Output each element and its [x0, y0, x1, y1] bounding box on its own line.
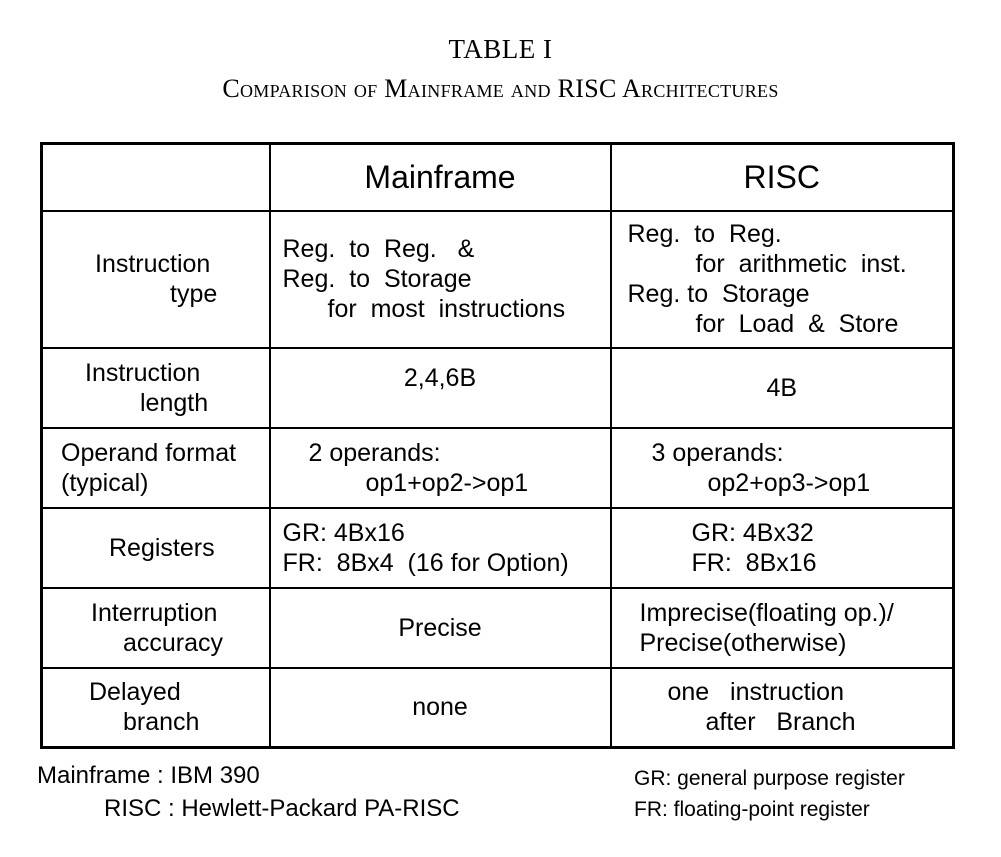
cell-line: for most instructions [327, 295, 566, 323]
mainframe-cell [270, 508, 611, 588]
risc-cell [611, 668, 954, 748]
row-label [42, 668, 270, 748]
cell-line: none [412, 693, 468, 722]
mainframe-cell [270, 211, 611, 348]
footnote-risc: RISC : Hewlett-Packard PA-RISC [104, 795, 460, 822]
cell-line: one instruction [667, 678, 844, 707]
cell-line: FR: 8Bx16 [691, 548, 817, 577]
label-line: (typical) [61, 468, 149, 497]
row-label [42, 211, 270, 348]
mainframe-cell [270, 348, 611, 428]
cell-line: Reg. to Reg. & [282, 235, 475, 263]
risc-cell [611, 211, 954, 348]
table-row [42, 348, 954, 428]
mainframe-cell [270, 428, 611, 508]
cell-line: 4B [766, 373, 798, 402]
footnote-gr: GR: general purpose register [634, 767, 905, 790]
cell-line: 2 operands: [308, 438, 441, 467]
header-empty [42, 144, 270, 211]
mainframe-cell [270, 668, 611, 748]
cell-line: 2,4,6B [403, 363, 477, 392]
table-row [42, 668, 954, 748]
cell-line: Reg. to Storage [627, 280, 810, 308]
label-line: Instruction [95, 250, 211, 278]
mainframe-cell [270, 588, 611, 668]
cell-line: op2+op3->op1 [707, 468, 871, 497]
label-line: length [140, 388, 209, 417]
cell-line: GR: 4Bx16 [282, 518, 405, 547]
cell-line: Reg. to Storage [282, 265, 472, 293]
label-line: Operand format [61, 438, 237, 467]
cell-line: after Branch [705, 708, 856, 737]
header-mainframe: Mainframe [270, 144, 611, 211]
cell-line: for arithmetic inst. [695, 250, 907, 278]
table-row [42, 508, 954, 588]
label-line: type [170, 280, 218, 308]
cell-line: 3 operands: [651, 438, 784, 467]
risc-cell [611, 428, 954, 508]
cell-line: Precise [398, 613, 482, 642]
table-row [42, 428, 954, 508]
footnote-mainframe: Mainframe : IBM 390 [37, 762, 260, 789]
cell-line: Precise(otherwise) [639, 628, 847, 657]
header-risc: RISC [611, 144, 954, 211]
cell-line: FR: 8Bx4 (16 for Option) [282, 548, 569, 577]
label-line: accuracy [123, 628, 224, 657]
table-number: TABLE I [448, 34, 553, 64]
row-label [42, 348, 270, 428]
table-row [42, 211, 954, 348]
cell-line: GR: 4Bx32 [691, 518, 814, 547]
row-label [42, 508, 270, 588]
cell-line: op1+op2->op1 [365, 468, 529, 497]
row-label [42, 588, 270, 668]
cell-line: Reg. to Reg. [627, 220, 782, 248]
row-label [42, 428, 270, 508]
header-row [42, 144, 954, 211]
cell-line: Imprecise(floating op.)/ [639, 598, 894, 627]
risc-cell [611, 588, 954, 668]
table-caption: Comparison of Mainframe and RISC Architectures [222, 74, 779, 103]
comparison-table [40, 142, 955, 749]
label-line: Delayed [89, 678, 181, 707]
footnote-fr: FR: floating-point register [634, 798, 870, 821]
table-row [42, 588, 954, 668]
label-line: Registers [109, 533, 215, 562]
label-line: Instruction [85, 358, 201, 387]
risc-cell [611, 348, 954, 428]
label-line: Interruption [91, 598, 218, 627]
label-line: branch [123, 708, 200, 737]
cell-line: for Load & Store [695, 310, 899, 338]
risc-cell [611, 508, 954, 588]
